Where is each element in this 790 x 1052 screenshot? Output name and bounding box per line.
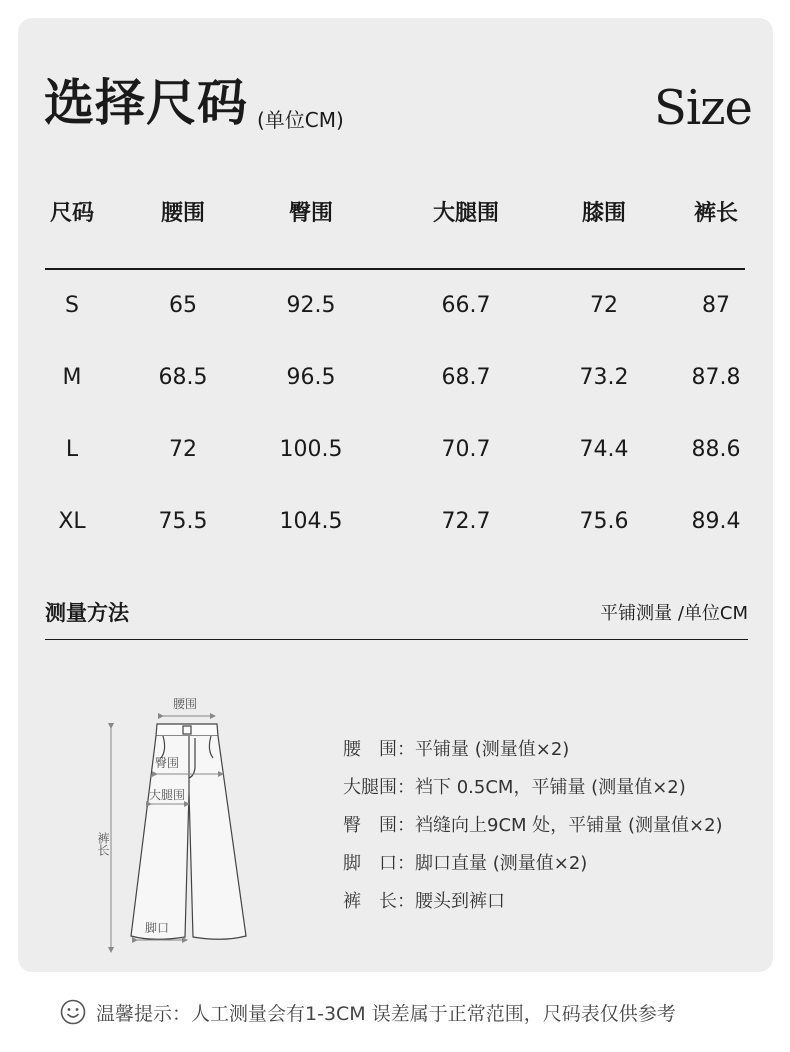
column-header-length: 裤长: [693, 201, 739, 226]
table-cell: L: [65, 437, 79, 462]
unit-label: (单位CM): [257, 108, 344, 132]
table-cell: 100.5: [279, 437, 343, 462]
diagram-label-thigh: 大腿围: [149, 788, 186, 802]
table-divider: [45, 268, 745, 270]
table-cell: 75.5: [158, 509, 208, 534]
method-item: 大腿围：裆下 0.5CM，平铺量 (测量值×2): [343, 777, 686, 798]
page-title: 选择尺码: [44, 74, 248, 132]
pants-diagram: [95, 690, 255, 960]
table-cell: 66.7: [441, 293, 491, 318]
diagram-label-hem: 脚口: [145, 921, 170, 935]
column-header-waist: 腰围: [160, 201, 206, 226]
table-cell: XL: [58, 509, 86, 534]
table-cell: 72: [590, 293, 618, 318]
footer-tip-text: 温馨提示：人工测量会有1-3CM 误差属于正常范围，尺码表仅供参考: [96, 1002, 676, 1025]
table-cell: 68.7: [441, 365, 491, 390]
section-divider: [45, 639, 748, 640]
table-cell: 92.5: [286, 293, 336, 318]
method-item: 裤 长：腰头到裤口: [343, 891, 505, 912]
table-cell: 72.7: [441, 509, 491, 534]
method-item: 腰 围：平铺量 (测量值×2): [343, 739, 570, 760]
table-cell: 87: [702, 293, 730, 318]
table-cell: 73.2: [579, 365, 629, 390]
table-cell: 75.6: [579, 509, 629, 534]
table-cell: 96.5: [286, 365, 336, 390]
footer-tip: [60, 996, 676, 1028]
table-cell: M: [62, 365, 82, 390]
column-header-knee: 膝围: [581, 201, 627, 226]
table-cell: 104.5: [279, 509, 343, 534]
table-cell: 70.7: [441, 437, 491, 462]
diagram-label-hip: 臀围: [155, 756, 180, 770]
method-item: 脚 口：脚口直量 (测量值×2): [343, 853, 588, 874]
table-cell: 74.4: [579, 437, 629, 462]
method-title: 测量方法: [45, 601, 129, 625]
table-cell: 88.6: [691, 437, 741, 462]
table-cell: 68.5: [158, 365, 208, 390]
table-cell: 65: [169, 293, 197, 318]
table-cell: 72: [169, 437, 197, 462]
size-logo: Size: [654, 80, 752, 136]
column-header-thigh: 大腿围: [432, 201, 500, 226]
diagram-label-length: 裤长: [96, 832, 110, 856]
table-cell: 89.4: [691, 509, 741, 534]
column-header-size: 尺码: [49, 201, 95, 226]
table-cell: S: [65, 293, 79, 318]
column-header-hip: 臀围: [288, 201, 334, 226]
method-item: 臀 围：裆缝向上9CM 处，平铺量 (测量值×2): [343, 815, 723, 836]
table-cell: 87.8: [691, 365, 741, 390]
smile-icon: [60, 999, 86, 1025]
diagram-label-waist: 腰围: [173, 697, 198, 711]
method-note: 平铺测量 /单位CM: [600, 603, 748, 624]
